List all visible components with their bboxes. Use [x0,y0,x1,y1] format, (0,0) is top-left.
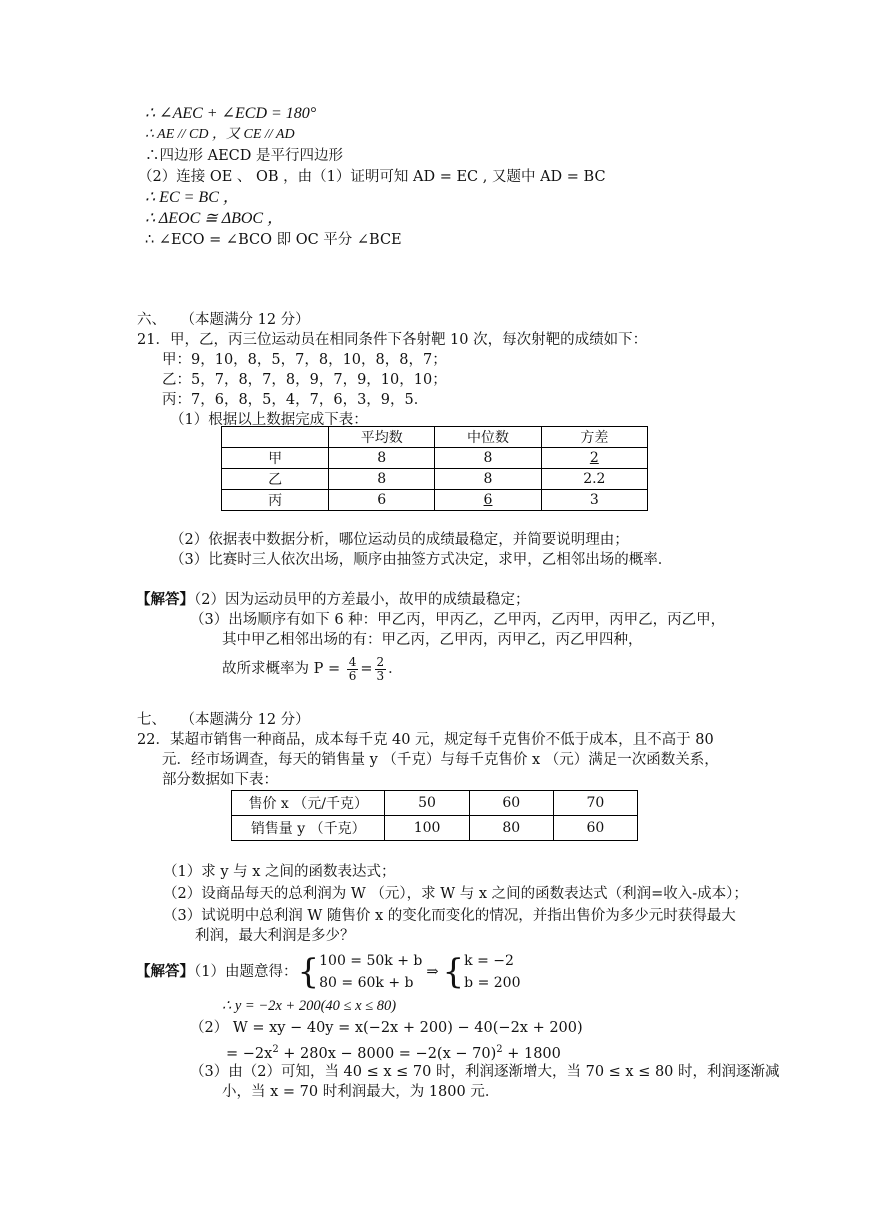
table-header: 方差 [541,427,647,448]
table-cell: 8 [435,469,541,490]
q22-stem-3: 部分数据如下表： [162,772,278,788]
brace-icon: { [297,952,320,992]
q21-answer-2 [136,590,529,610]
table-cell: 甲 [222,448,329,469]
q22-answer-1 [136,950,521,996]
table-cell: 100 [385,816,469,841]
table-cell: 80 [469,816,553,841]
answer-text: 故所求概率为 P = [222,661,341,677]
fraction [347,656,359,683]
q22-stem-2: 元．经市场调查，每天的销售量 y （千克）与每千克售价 x （元）满足一次函数关系， [162,752,719,768]
table-cell: 8 [435,448,541,469]
q22-answer-2-line2 [226,1040,561,1064]
q21-jia: 甲：9，10，8，5，7，8，10，8，8，7； [162,352,447,368]
q21-answer-3b: 其中甲乙相邻出场的有：甲乙丙，乙甲丙，丙甲乙，丙乙甲四种， [222,632,643,648]
proof-line-3: ∴四边形 AECD 是平行四边形 [145,148,343,164]
table-row [222,490,648,511]
table-cell [435,490,541,511]
table-header: 平均数 [329,427,435,448]
q22-answer-3-line2: 小，当 x = 70 时利润最大，为 1800 元． [222,1084,500,1100]
table-header: 中位数 [435,427,541,448]
section-7-header: 七、 （本题满分 12 分） [137,712,310,728]
table-cell: 60 [469,791,553,816]
q22-answer-2-line1: （2） W = xy − 40y = x(−2x + 200) − 40(−2x + 200) [190,1020,583,1036]
table-cell: 2.2 [541,469,647,490]
implies-arrow-icon: ⇒ [426,964,439,980]
table-cell: 8 [329,448,435,469]
equation: b = 200 [464,975,521,991]
q21-sub2: （2）依据表中数据分析，哪位运动员的成绩最稳定，并简要说明理由； [170,532,629,548]
table-cell [541,448,647,469]
answer-blank: 6 [483,492,493,508]
q22-sub1: （1）求 y 与 x 之间的函数表达式； [163,864,396,880]
equation: 100 = 50k + b [319,953,423,969]
proof-line-2: ∴ AE // CD ，又 CE // AD [145,127,295,142]
answer-label: 【解答】 [136,963,194,980]
q21-sub3: （3）比赛时三人依次出场，顺序由抽签方式决定，求甲，乙相邻出场的概率． [170,552,673,568]
equation-system [319,950,422,994]
proof-line-4: （2）连接 OE 、 OB ，由（1）证明可知 AD = EC , 又题中 AD = BC [138,169,606,185]
expression: = −2x [226,1045,273,1062]
table-cell: 丙 [222,490,329,511]
q21-answer-3a: （3）出场顺序有如下 6 种：甲乙丙，甲丙乙，乙甲丙，乙丙甲，丙甲乙，丙乙甲， [190,612,726,628]
equation: k = −2 [464,953,514,969]
equation-system [464,950,520,994]
table-row [232,791,638,816]
table-cell: 60 [553,816,637,841]
proof-line-6: ∴ ΔEOC ≅ ΔBOC ， [145,210,284,227]
proof-line-7: ∴ ∠ECO = ∠BCO 即 OC 平分 ∠BCE [145,232,402,248]
fraction-numerator: 4 [348,654,357,669]
exponent: 2 [272,1044,279,1055]
table-cell: 70 [553,791,637,816]
fraction-denominator: 3 [376,668,385,683]
q21-stem: 21．甲，乙，丙三位运动员在相同条件下各射靶 10 次，每次射靶的成绩如下： [137,332,648,348]
table-row [222,427,648,448]
q22-sub3b: 利润，最大利润是多少？ [195,928,355,944]
table-cell: 售价 x （元/千克） [232,791,385,816]
q21-yi: 乙：5，7，8，7，8，9，7，9，10，10； [162,372,447,388]
q21-sub1: （1）根据以上数据完成下表： [170,412,368,428]
expression: + 1800 [502,1045,561,1062]
table-row [222,448,648,469]
q22-sub3a: （3）试说明中总利润 W 随售价 x 的变化而变化的情况，并指出售价为多少元时获得最大 [163,908,736,924]
q22-answer-3-line1: （3）由（2）可知，当 40 ≤ x ≤ 70 时，利润逐渐增大，当 70 ≤ x ≤ 80 时，利润逐渐减 [190,1064,780,1080]
answer-label: 【解答】 [136,591,194,608]
exponent: 2 [496,1044,503,1055]
fraction [375,656,387,683]
table-cell: 销售量 y （千克） [232,816,385,841]
table-cell: 乙 [222,469,329,490]
q21-table [221,426,648,511]
expression: + 280x − 8000 = −2(x − 70) [278,1045,497,1062]
proof-line-5: ∴ EC = BC ， [145,189,239,206]
equals-sign: = [360,661,373,677]
table-cell [222,427,329,448]
section-6-header: 六、 （本题满分 12 分） [137,312,310,328]
answer-text: （2）因为运动员甲的方差最小，故甲的成绩最稳定； [194,592,530,608]
period: ． [388,661,403,677]
q21-bing: 丙：7，6，8，5，4，7，6，3，9，5． [162,392,429,408]
table-cell: 50 [385,791,469,816]
q22-table [231,790,638,841]
brace-icon: { [442,952,465,992]
table-row [232,816,638,841]
proof-line-1: ∴ ∠AEC + ∠ECD = 180° [145,105,317,122]
q22-stem-1: 22．某超市销售一种商品，成本每千克 40 元，规定每千克售价不低于成本，且不高于 80 [137,732,714,748]
q22-answer-1-result: ∴ y = −2x + 200(40 ≤ x ≤ 80) [222,998,397,1014]
fraction-numerator: 2 [376,654,385,669]
table-cell: 3 [541,490,647,511]
q22-sub2: （2）设商品每天的总利润为 W （元），求 W 与 x 之间的函数表达式（利润=收入-成本）； [163,886,748,902]
table-cell: 6 [329,490,435,511]
answer-blank: 2 [589,450,599,466]
q21-answer-3c [222,652,403,686]
table-cell: 8 [329,469,435,490]
fraction-denominator: 6 [348,668,357,683]
equation: 80 = 60k + b [319,975,414,991]
answer-text: （1）由题意得： [194,964,298,980]
table-row [222,469,648,490]
